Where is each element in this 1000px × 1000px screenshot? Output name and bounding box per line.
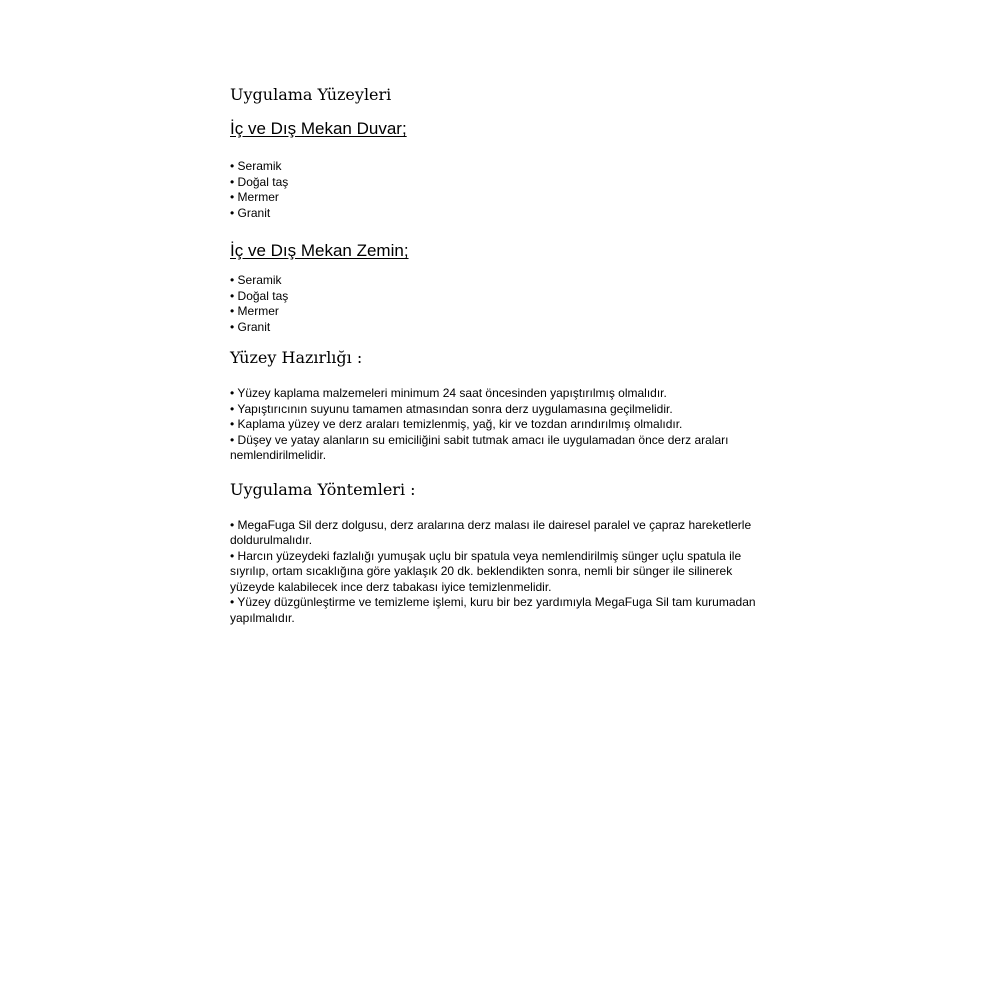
floor-surface-list <box>230 273 770 335</box>
document-content <box>230 84 770 626</box>
list-item: • Harcın yüzeydeki fazlalığı yumuşak uçlu bir spatula veya nemlendirilmiş sünger uçlu spatula ile sıyrılıp, ortam sıcaklığına göre yaklaşık 20 dk. beklendikten sonra, nemli bir sünger ile silinerek yüzeyde kalabilecek ince derz tabakası iyice temizlenmelidir. <box>230 549 770 596</box>
document-title: Uygulama Yüzeyleri <box>230 85 392 104</box>
preparation-section-heading: Yüzey Hazırlığı : <box>230 348 363 367</box>
list-item: • Kaplama yüzey ve derz araları temizlenmiş, yağ, kir ve tozdan arındırılmış olmalıdır. <box>230 417 770 433</box>
list-item: • Seramik <box>230 273 770 289</box>
floor-section-heading: İç ve Dış Mekan Zemin; <box>230 241 409 260</box>
list-item: • Yüzey kaplama malzemeleri minimum 24 saat öncesinden yapıştırılmış olmalıdır. <box>230 386 770 402</box>
list-item: • Doğal taş <box>230 175 770 191</box>
list-item: • Doğal taş <box>230 289 770 305</box>
list-item: • Seramik <box>230 159 770 175</box>
list-item: • Granit <box>230 320 770 336</box>
list-item: • Mermer <box>230 304 770 320</box>
list-item: • Yüzey düzgünleştirme ve temizleme işlemi, kuru bir bez yardımıyla MegaFuga Sil tam kurumadan yapılmalıdır. <box>230 595 770 626</box>
list-item: • Mermer <box>230 190 770 206</box>
methods-section-heading: Uygulama Yöntemleri : <box>230 479 416 499</box>
methods-list <box>230 518 770 627</box>
list-item: • Granit <box>230 206 770 222</box>
list-item: • Düşey ve yatay alanların su emiciliğini sabit tutmak amacı ile uygulamadan önce derz araları nemlendirilmelidir. <box>230 433 770 464</box>
wall-section-heading: İç ve Dış Mekan Duvar; <box>230 119 407 138</box>
list-item: • Yapıştırıcının suyunu tamamen atmasından sonra derz uygulamasına geçilmelidir. <box>230 402 770 418</box>
list-item: • MegaFuga Sil derz dolgusu, derz aralarına derz malası ile dairesel paralel ve çapraz hareketlerle doldurulmalıdır. <box>230 518 770 549</box>
preparation-list <box>230 386 770 464</box>
wall-surface-list <box>230 159 770 221</box>
